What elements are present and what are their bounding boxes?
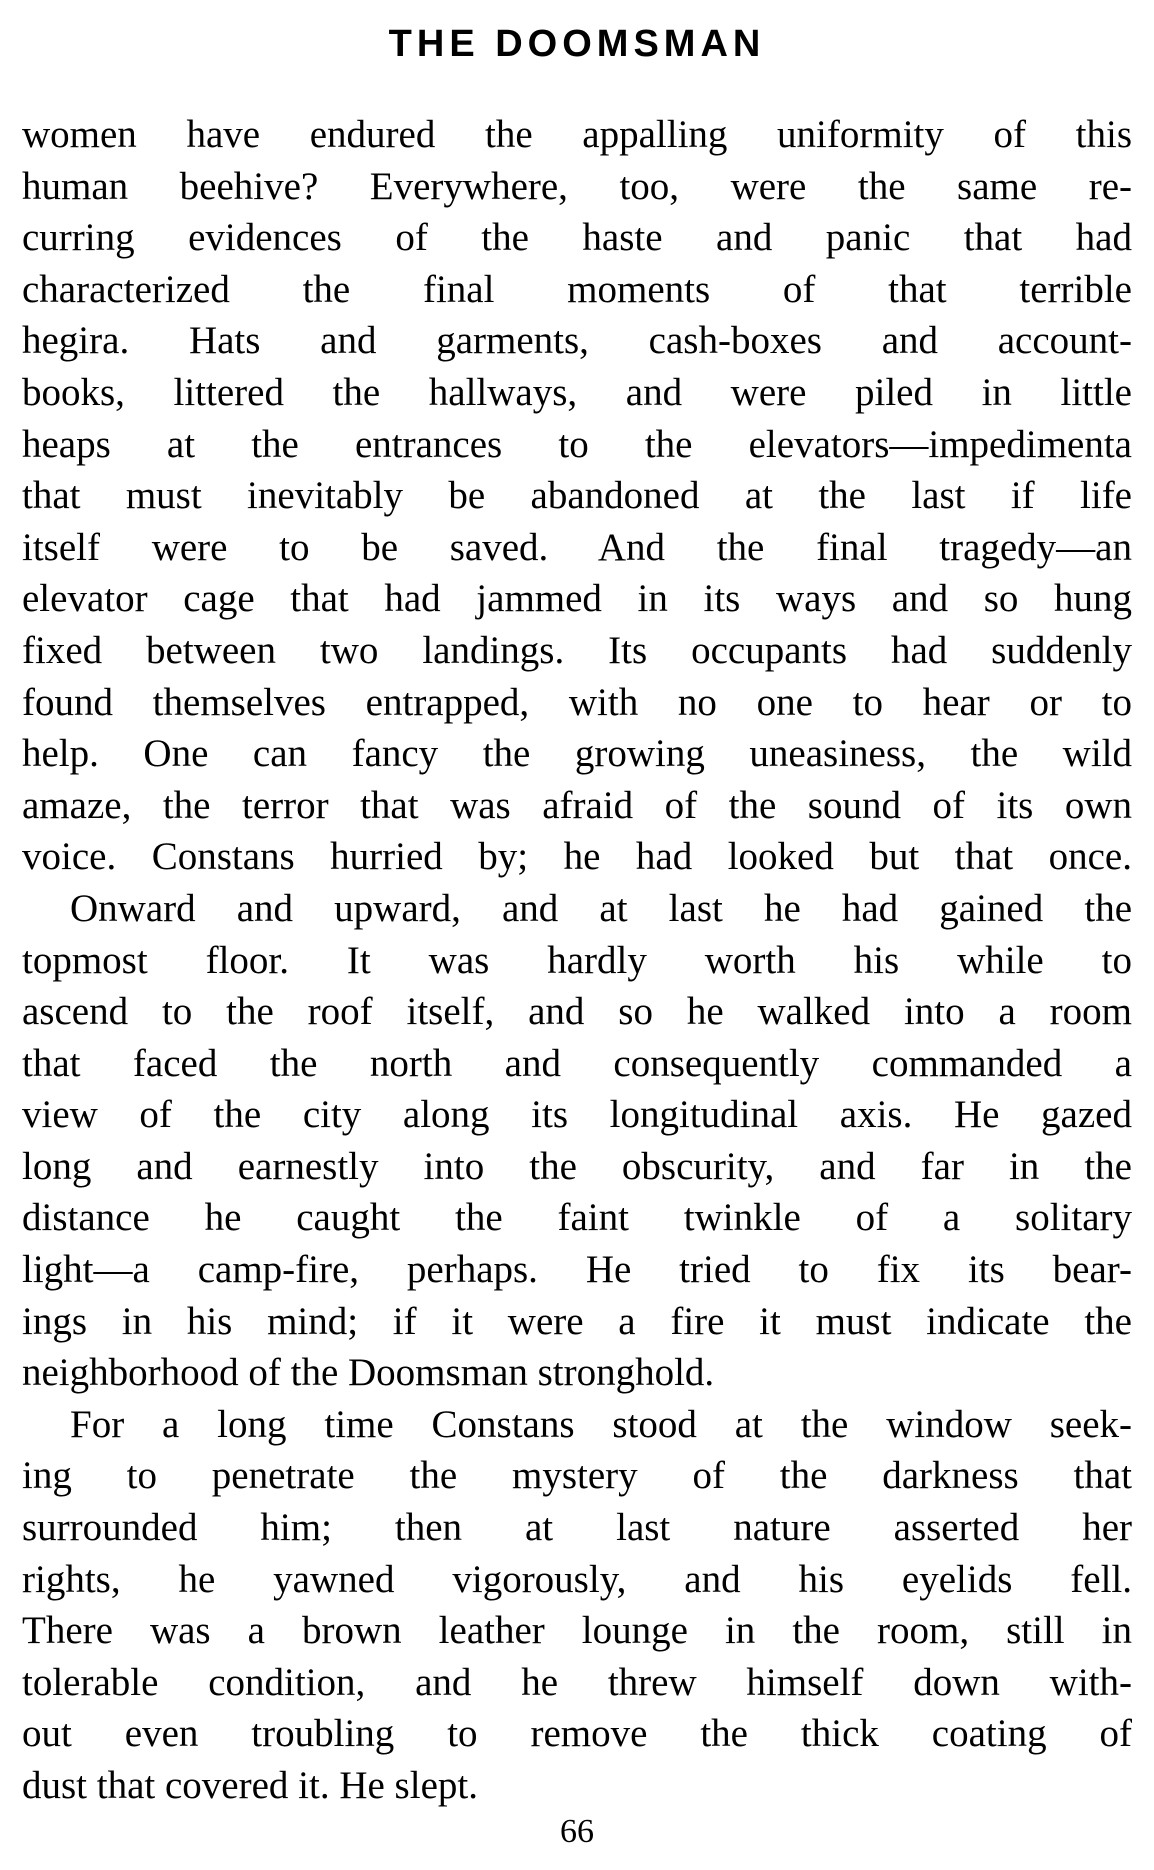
text-line: long and earnestly into the obscurity, and far in the — [22, 1144, 1132, 1188]
paragraph-first-line: For a long time Constans stood at the window seek- — [70, 1402, 1132, 1446]
text-line: characterized the final moments of that terrible — [22, 267, 1132, 311]
text-line: fixed between two landings. Its occupants had suddenly — [22, 628, 1132, 672]
text-line: found themselves entrapped, with no one to hear or to — [22, 680, 1132, 724]
text-line: out even troubling to remove the thick coating of — [22, 1712, 1132, 1756]
text-line: topmost floor. It was hardly worth his while to — [22, 938, 1132, 982]
text-line: itself were to be saved. And the final tragedy—an — [22, 525, 1132, 569]
text-line: amaze, the terror that was afraid of the sound of its own — [22, 783, 1132, 827]
running-head-title: THE DOOMSMAN — [388, 23, 766, 65]
paragraph-first-line: Onward and upward, and at last he had gained the — [70, 886, 1132, 930]
text-line: ings in his mind; if it were a fire it must indicate the — [22, 1299, 1132, 1343]
text-line: voice. Constans hurried by; he had looked but that once. — [22, 835, 1132, 879]
text-line: help. One can fancy the growing uneasiness, the wild — [22, 732, 1132, 776]
paragraph-last-line: dust that covered it. He slept. — [22, 1764, 478, 1807]
paragraph-last-line: neighborhood of the Doomsman stronghold. — [22, 1351, 715, 1395]
text-line: curring evidences of the haste and panic that had — [22, 216, 1132, 260]
text-line: rights, he yawned vigorously, and his eyelids fell. — [22, 1557, 1132, 1601]
text-line: women have endured the appalling uniformity of this — [22, 113, 1132, 156]
text-line: human beehive? Everywhere, too, were the same re- — [22, 164, 1132, 208]
text-line: books, littered the hallways, and were piled in little — [22, 370, 1132, 414]
text-line: tolerable condition, and he threw himself down with- — [22, 1660, 1132, 1704]
text-line: ing to penetrate the mystery of the darkness that — [22, 1454, 1132, 1498]
text-line: that must inevitably be abandoned at the last if life — [22, 474, 1132, 518]
text-line: surrounded him; then at last nature asserted her — [22, 1506, 1132, 1550]
text-line: that faced the north and consequently commanded a — [22, 1041, 1132, 1085]
text-line: distance he caught the faint twinkle of a solitary — [22, 1196, 1132, 1240]
text-line: hegira. Hats and garments, cash-boxes and account- — [22, 319, 1132, 363]
text-line: heaps at the entrances to the elevators—impedimenta — [22, 422, 1132, 466]
text-line: light—a camp-fire, perhaps. He tried to fix its bear- — [22, 1248, 1132, 1292]
text-line: elevator cage that had jammed in its ways and so hung — [22, 577, 1132, 621]
text-line: ascend to the roof itself, and so he walked into a room — [22, 990, 1132, 1034]
body-text — [22, 109, 1132, 1812]
text-line: There was a brown leather lounge in the room, still in — [22, 1609, 1132, 1653]
text-line: view of the city along its longitudinal axis. He gazed — [22, 1093, 1132, 1137]
page-number: 66 — [560, 1813, 594, 1850]
